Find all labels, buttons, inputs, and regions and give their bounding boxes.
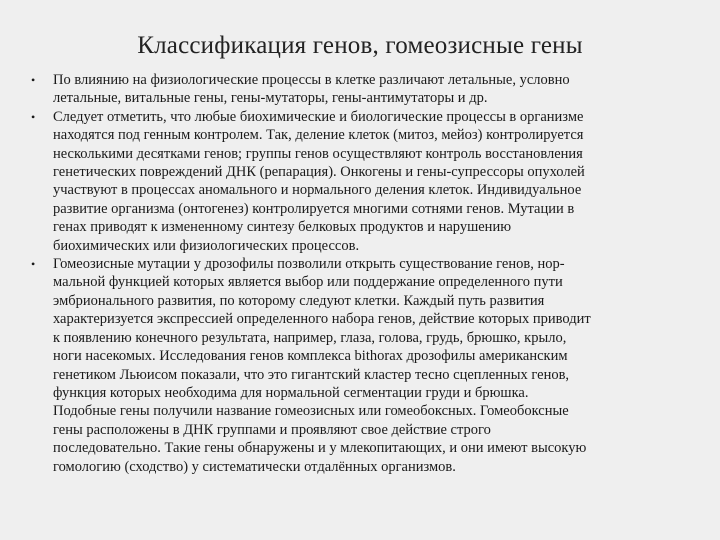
bullet-marker: •	[31, 257, 36, 272]
text-line: характеризуется экспрессией определенного набора генов, действие которых приводит	[53, 311, 591, 328]
text-line: Следует отметить, что любые биохимические и биологические процессы в организме	[53, 108, 584, 125]
text-line: Гомеозисные мутации у дрозофилы позволили открыть существование генов, нор-	[53, 256, 565, 273]
text-line: ноги насекомых. Исследования генов комплекса bithorax дрозофилы американским	[53, 348, 568, 365]
text-line: развитие организма (онтогенез) контролируется многими сотнями генов. Мутации в	[53, 200, 575, 217]
bullet-item	[31, 255, 695, 476]
text-line: гены расположены в ДНК группами и проявляют свое действие строго	[53, 421, 491, 438]
text-line: генах приводят к измененному синтезу белковых продуктов и нарушению	[53, 219, 512, 236]
text-line: летальные, витальные гены, гены-мутаторы, гены-антимутаторы и др.	[53, 90, 488, 107]
text-line: Подобные гены получили название гомеозисных или гомеобоксных. Гомеобоксные	[53, 403, 569, 420]
text-line: эмбрионального развития, по которому следуют клетки. Каждый путь развития	[53, 292, 545, 309]
bullet-marker: •	[31, 73, 36, 87]
bullet-item	[31, 108, 695, 255]
text-line: последовательно. Такие гены обнаружены и у млекопитающих, и они имеют высокую	[53, 440, 587, 457]
text-line: участвуют в процессах аномального и нормального деления клеток. Индивидуальное	[53, 182, 582, 199]
bullet-list	[31, 71, 695, 476]
text-line: генетиком Льюисом показали, что это гигантский кластер тесно сцепленных генов,	[53, 366, 570, 383]
slide-title: Классификация генов, гомеозисные гены	[137, 32, 583, 59]
text-line: находятся под генным контролем. Так, деление клеток (митоз, мейоз) контролируется	[53, 127, 584, 144]
text-line: генетических повреждений ДНК (репарация). Онкогены и гены-супрессоры опухолей	[53, 164, 585, 181]
text-line: биохимических или физиологических процессов.	[53, 237, 360, 254]
text-line: гомологию (сходство) у систематически отдалённых организмов.	[53, 458, 456, 475]
text-line: мальной функцией которых является выбор или поддержание определенного пути	[53, 274, 563, 291]
text-line: По влиянию на физиологические процессы в клетке различают летальные, условно	[53, 72, 570, 88]
text-line: к появлению конечного результата, например, глаза, голова, грудь, брюшко, крыло,	[53, 329, 567, 346]
text-line: несколькими десятками генов; группы генов осуществляют контроль восстановления	[53, 145, 583, 162]
text-line: функция которых необходима для нормальной сегментации груди и брюшка.	[53, 384, 529, 401]
bullet-marker: •	[31, 109, 36, 124]
bullet-item	[31, 71, 695, 108]
